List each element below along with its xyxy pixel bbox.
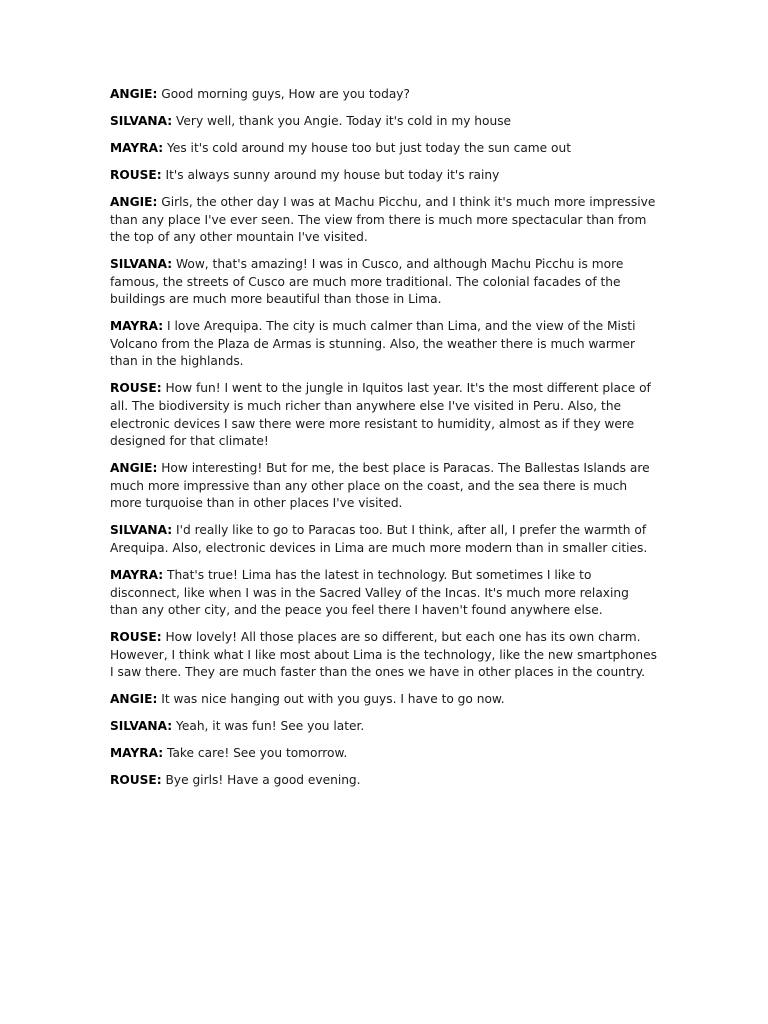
dialogue-text: How fun! I went to the jungle in Iquitos last year. It's the most different place of all. The biodiversity is much richer than anywhere else I've visited in Peru. Also, the electronic devices I saw there were more resistant to humidity, almost as if they were designed for that climate!	[110, 381, 651, 449]
dialogue-line	[110, 567, 660, 620]
speaker-name: ANGIE:	[110, 87, 158, 101]
speaker-name: MAYRA:	[110, 319, 164, 334]
dialogue-text: It's always sunny around my house but today it's rainy	[165, 167, 500, 182]
speaker-name: ANGIE:	[110, 692, 158, 707]
document-page	[110, 86, 660, 799]
dialogue-line	[110, 522, 660, 557]
speaker-name: SILVANA:	[110, 719, 173, 734]
speaker-name: MAYRA:	[110, 746, 164, 761]
dialogue-text: How lovely! All those places are so different, but each one has its own charm. However, I think what I like most about Lima is the technology, like the new smartphones I saw there. They are much faster than the ones we have in other places in the country.	[110, 630, 657, 680]
dialogue-line	[110, 460, 660, 513]
dialogue-line	[110, 113, 660, 131]
dialogue-text: Girls, the other day I was at Machu Picchu, and I think it's much more impressive than any place I've ever seen. The view from there is much more spectacular than from the top of any other mountain I've visited.	[110, 194, 656, 245]
speaker-name: SILVANA:	[110, 257, 173, 272]
dialogue-text: Bye girls! Have a good evening.	[165, 773, 361, 788]
speaker-name: ROUSE:	[110, 630, 162, 645]
speaker-name: SILVANA:	[110, 523, 173, 538]
dialogue-text: Yes it's cold around my house too but just today the sun came out	[167, 140, 572, 155]
dialogue-line	[110, 380, 660, 450]
dialogue-text: Yeah, it was fun! See you later.	[176, 719, 365, 734]
dialogue-line	[110, 86, 660, 104]
dialogue-text: Very well, thank you Angie. Today it's cold in my house	[176, 113, 512, 128]
dialogue-line	[110, 691, 660, 709]
speaker-name: MAYRA:	[110, 567, 164, 582]
dialogue-line	[110, 772, 660, 790]
dialogue-text: That's true! Lima has the latest in technology. But sometimes I like to disconnect, like when I was in the Sacred Valley of the Incas. It's much more relaxing than any other city, and the peace you feel there I haven't found anywhere else.	[110, 567, 629, 618]
speaker-name: ROUSE:	[110, 773, 162, 788]
dialogue-line	[110, 140, 660, 158]
speaker-name: ANGIE:	[110, 461, 158, 476]
speaker-name: ANGIE:	[110, 194, 158, 209]
dialogue-text: Wow, that's amazing! I was in Cusco, and although Machu Picchu is more famous, the streets of Cusco are much more traditional. The colonial facades of the buildings are much more beautiful than those in Lima.	[110, 257, 624, 307]
speaker-name: ROUSE:	[110, 381, 162, 396]
dialogue-line	[110, 318, 660, 371]
dialogue-text: Take care! See you tomorrow.	[167, 746, 348, 761]
dialogue-text: I'd really like to go to Paracas too. But I think, after all, I prefer the warmth of Arequipa. Also, electronic devices in Lima are much more modern than in smaller cities.	[110, 523, 648, 555]
dialogue-line	[110, 256, 660, 309]
dialogue-text: Good morning guys, How are you today?	[161, 87, 410, 101]
dialogue-text: I love Arequipa. The city is much calmer than Lima, and the view of the Misti Volcano from the Plaza de Armas is stunning. Also, the weather there is much warmer than in the highlands.	[110, 319, 636, 369]
dialogue-line	[110, 167, 660, 185]
dialogue-line	[110, 629, 660, 682]
speaker-name: MAYRA:	[110, 140, 164, 155]
speaker-name: SILVANA:	[110, 113, 173, 128]
dialogue-line	[110, 194, 660, 247]
dialogue-text: How interesting! But for me, the best place is Paracas. The Ballestas Islands are much more impressive than any other place on the coast, and the sea there is much more turquoise than in other places I've visited.	[110, 461, 650, 511]
speaker-name: ROUSE:	[110, 167, 162, 182]
dialogue-text: It was nice hanging out with you guys. I have to go now.	[161, 692, 505, 707]
dialogue-line	[110, 718, 660, 736]
dialogue-line	[110, 745, 660, 763]
